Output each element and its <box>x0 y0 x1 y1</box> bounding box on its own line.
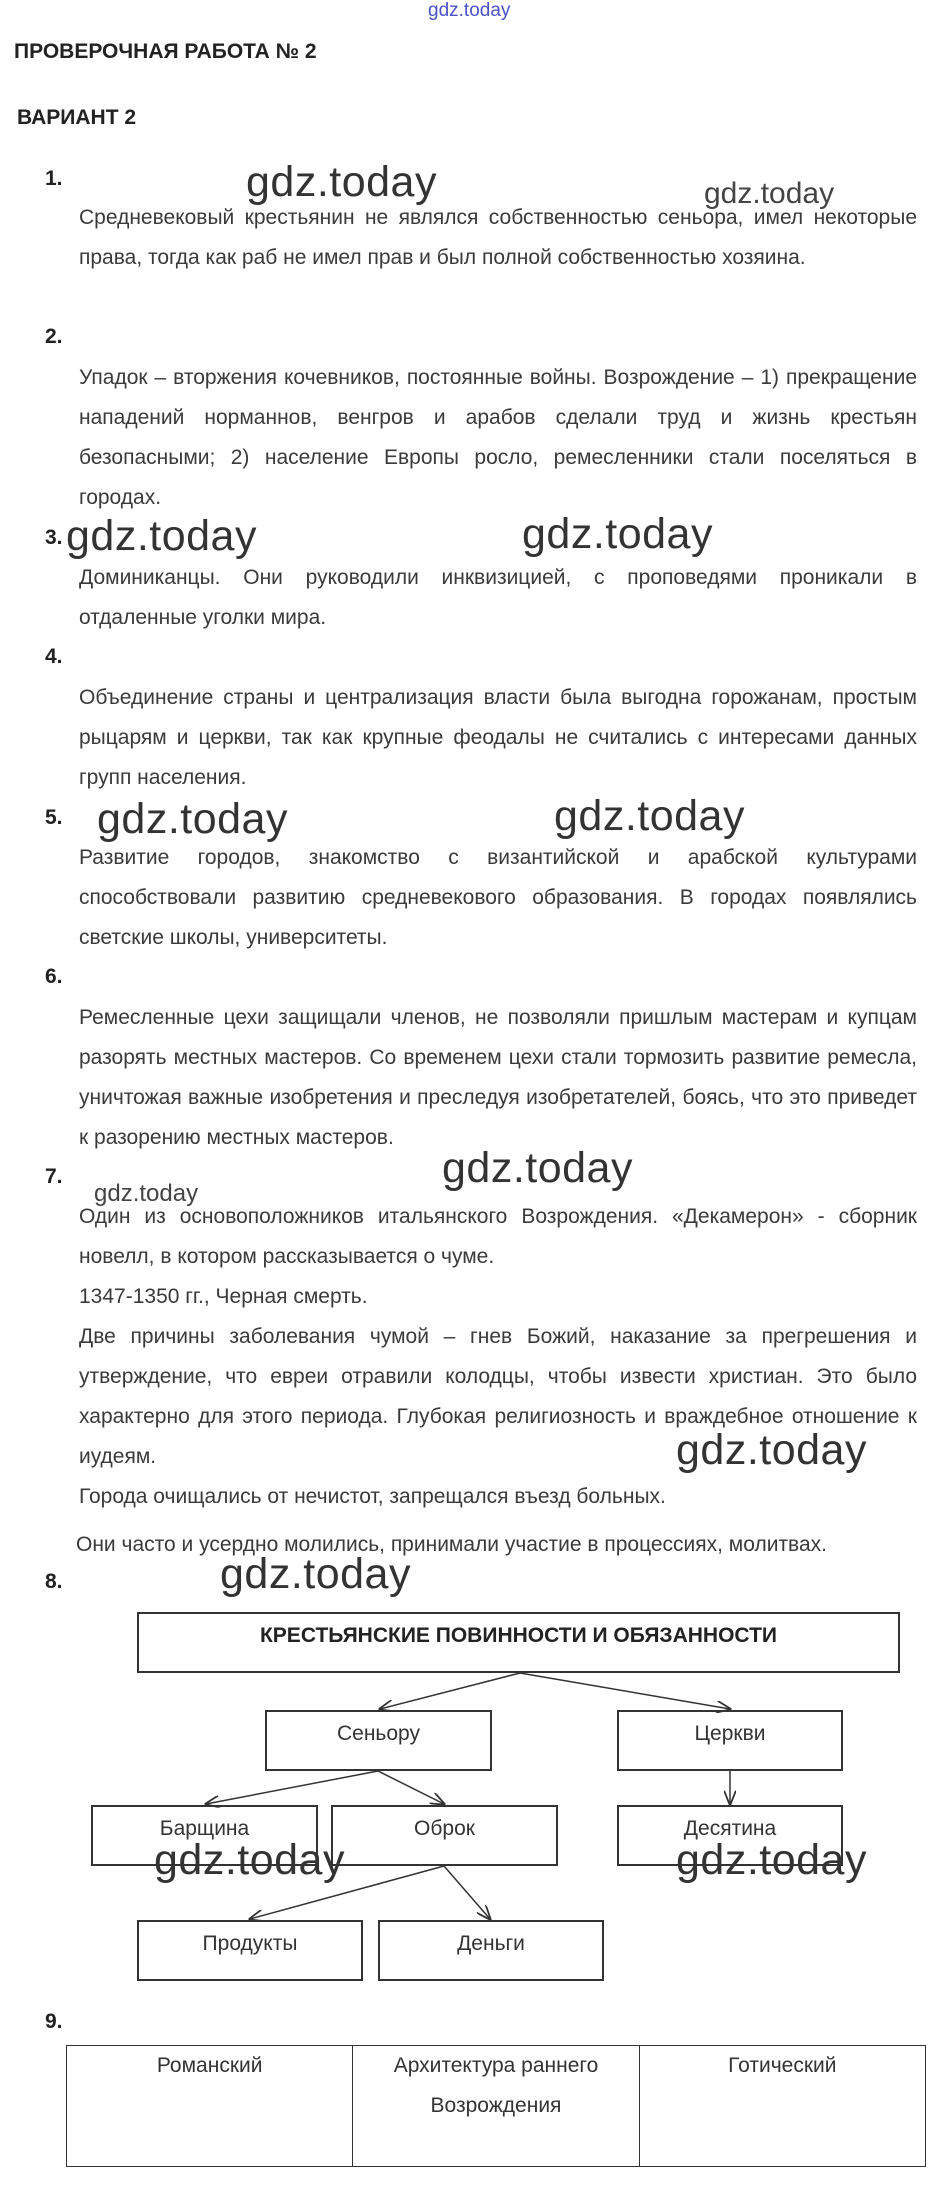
answer-text-4: Объединение страны и централизация власти была выгодна горожанам, простым рыцарям и церкви, так как крупные феодалы не считались с интересами данных групп населения. <box>79 686 917 789</box>
table-cell-early-renaissance: Архитектура раннего Возрождения <box>353 2046 639 2167</box>
diagram-box-obrok: Оброк <box>331 1805 558 1866</box>
table-cell-romanesque: Романский <box>67 2046 353 2167</box>
answer-number-3: 3. <box>45 526 63 549</box>
site-watermark-top: gdz.today <box>428 0 511 21</box>
diagram-box-church: Церкви <box>617 1710 843 1771</box>
answer-number-8: 8. <box>45 1570 63 1593</box>
diagram-box-barshchina: Барщина <box>91 1805 318 1866</box>
answer-number-1: 1. <box>45 167 63 190</box>
answer-text-3: Доминиканцы. Они руководили инквизицией, с проповедями проникали в отдаленные уголки мира. <box>79 566 917 629</box>
watermark: gdz.today <box>94 1180 199 1207</box>
watermark: gdz.today <box>554 792 745 840</box>
diagram-box-duties: КРЕСТЬЯНСКИЕ ПОВИННОСТИ И ОБЯЗАННОСТИ <box>137 1612 900 1673</box>
diagram-box-senior: Сеньору <box>265 1710 492 1771</box>
answer-text-6: Ремесленные цехи защищали членов, не позволяли пришлым мастерам и купцам разорять местных мастеров. Со временем цехи стали тормозить развитие ремесла, уничтожая важные изобретения и преследуя изобретателей, боясь, что это приведет к разорению местных мастеров. <box>79 1006 917 1149</box>
answer-text-1: Средневековый крестьянин не являлся собственностью сеньора, имел некоторые права, тогда как раб не имел прав и был полной собственностью хозяина. <box>79 206 917 269</box>
table-row <box>67 2046 926 2167</box>
watermark: gdz.today <box>246 158 437 206</box>
diagram-box-desyatina: Десятина <box>617 1805 843 1866</box>
answer-text-7-p5: Они часто и усердно молились, принимали участие в процессиях, молитвах. <box>76 1533 827 1556</box>
variant-heading: ВАРИАНТ 2 <box>17 106 137 129</box>
architecture-table <box>66 2045 926 2167</box>
watermark: gdz.today <box>704 177 835 210</box>
diagram-box-produkty: Продукты <box>137 1920 363 1981</box>
answer-text-7-p4: Города очищались от нечистот, запрещался въезд больных. <box>79 1485 666 1508</box>
answer-text-7-p2: 1347-1350 гг., Черная смерть. <box>79 1285 368 1308</box>
arrow-senior-barshchina <box>206 1771 378 1804</box>
watermark: gdz.today <box>97 795 288 843</box>
page-title: ПРОВЕРОЧНАЯ РАБОТА № 2 <box>14 40 317 63</box>
watermark: gdz.today <box>676 1836 867 1884</box>
answer-number-9: 9. <box>45 2010 63 2033</box>
arrow-senior-obrok <box>378 1771 444 1804</box>
arrow-duties-church <box>520 1673 730 1709</box>
answer-number-2: 2. <box>45 325 63 348</box>
answer-text-7-p3: Две причины заболевания чумой – гнев Божий, наказание за прегрешения и утверждение, что евреи отравили колодцы, чтобы извести христиан. Это было характерно для этого периода. Глубокая религиозность и враждебное отношение к иудеям. <box>79 1325 917 1468</box>
answer-number-4: 4. <box>45 645 63 668</box>
answer-number-5: 5. <box>45 806 63 829</box>
arrow-obrok-dengi <box>444 1866 490 1919</box>
watermark: gdz.today <box>676 1426 867 1474</box>
answer-number-7: 7. <box>45 1165 63 1188</box>
watermark: gdz.today <box>220 1550 411 1598</box>
answer-text-2: Упадок – вторжения кочевников, постоянные войны. Возрождение – 1) прекращение нападений норманнов, венгров и арабов сделали труд и жизнь крестьян безопасными; 2) население Европы росло, ремесленники стали поселяться в городах. <box>79 366 917 509</box>
watermark: gdz.today <box>522 510 713 558</box>
diagram-box-dengi: Деньги <box>378 1920 604 1981</box>
table-cell-gothic: Готический <box>639 2046 925 2167</box>
answer-number-6: 6. <box>45 965 63 988</box>
watermark: gdz.today <box>154 1836 345 1884</box>
answer-text-5: Развитие городов, знакомство с византийской и арабской культурами способствовали развитию средневекового образования. В городах появлялись светские школы, университеты. <box>79 846 917 949</box>
watermark: gdz.today <box>442 1144 633 1192</box>
watermark: gdz.today <box>66 512 257 560</box>
arrow-duties-senior <box>380 1673 520 1709</box>
answer-text-7-p1: Один из основоположников итальянского Возрождения. «Декамерон» - сборник новелл, в котором рассказывается о чуме. <box>79 1205 917 1268</box>
